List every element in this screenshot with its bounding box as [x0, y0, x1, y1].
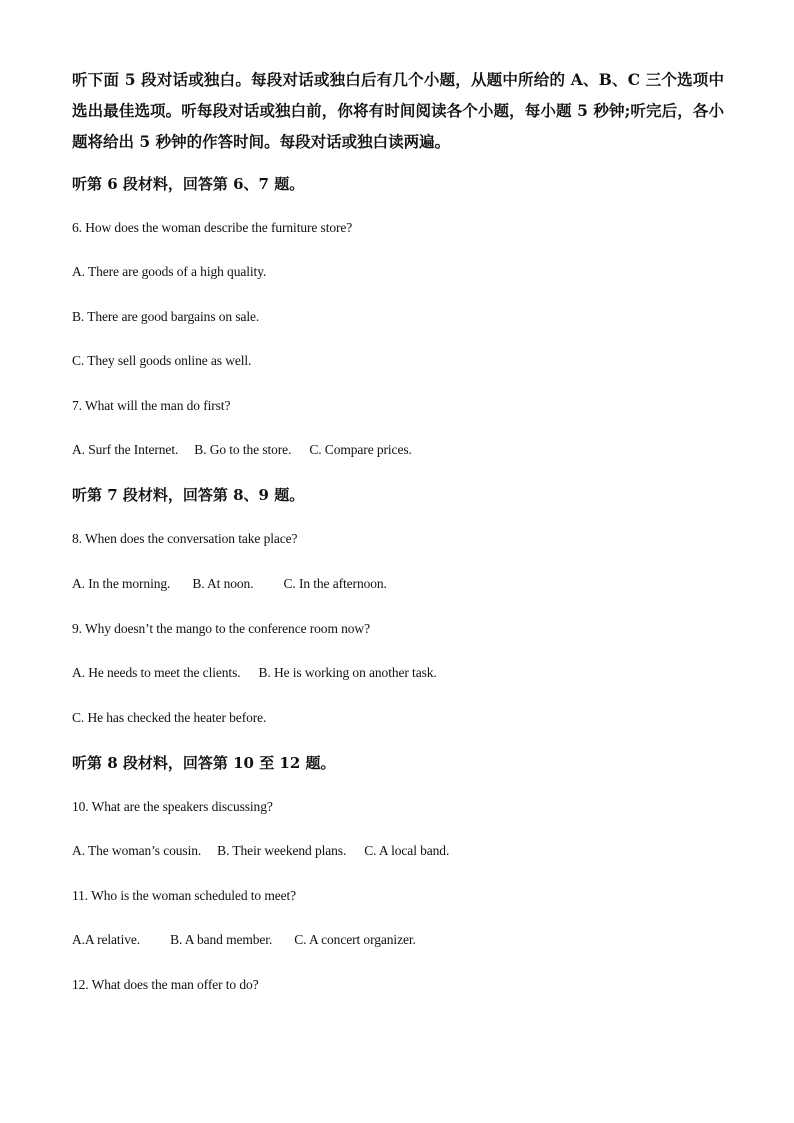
section-heading-6: 听第 6 段材料，回答第 6、7 题。	[72, 175, 305, 193]
instructions-paragraph: 听下面 5 段对话或独白。每段对话或独白后有几个小题，从题中所给的 A、B、C 三个选项中选出最佳选项。听每段对话或独白前，你将有时间阅读各个小题，每小题 5 秒钟;听完后，各小题将给出 5 秒钟的作答时间。每段对话或独白读两遍。	[72, 70, 724, 151]
question-6-option-c: C. They sell goods online as well.	[72, 353, 252, 368]
question-7-option-c: C. Compare prices.	[309, 442, 412, 457]
question-9-options-ab	[72, 663, 437, 683]
question-9-option-c: C. He has checked the heater before.	[72, 710, 267, 725]
question-10-option-b: B. Their weekend plans.	[217, 843, 347, 858]
question-11-option-a: A.A relative.	[72, 932, 141, 947]
question-11-options	[72, 930, 416, 950]
question-7-option-b: B. Go to the store.	[194, 442, 292, 457]
question-7-option-a: A. Surf the Internet.	[72, 442, 179, 457]
question-8-option-c: C. In the afternoon.	[283, 576, 387, 591]
question-7: 7. What will the man do first?	[72, 398, 231, 413]
question-10-options	[72, 841, 449, 861]
question-8-options	[72, 574, 387, 594]
question-8: 8. When does the conversation take place?	[72, 531, 298, 546]
section-heading-7: 听第 7 段材料，回答第 8、9 题。	[72, 486, 305, 504]
question-10-option-c: C. A local band.	[364, 843, 450, 858]
question-8-option-a: A. In the morning.	[72, 576, 171, 591]
question-11-option-b: B. A band member.	[170, 932, 273, 947]
question-12: 12. What does the man offer to do?	[72, 977, 259, 992]
question-9-option-a: A. He needs to meet the clients.	[72, 665, 241, 680]
question-9: 9. Why doesn’t the mango to the conference room now?	[72, 621, 370, 636]
question-7-options	[72, 440, 412, 460]
question-11-option-c: C. A concert organizer.	[294, 932, 416, 947]
question-6-option-a: A. There are goods of a high quality.	[72, 264, 267, 279]
question-11: 11. Who is the woman scheduled to meet?	[72, 888, 297, 903]
question-6: 6. How does the woman describe the furniture store?	[72, 220, 353, 235]
question-6-option-b: B. There are good bargains on sale.	[72, 309, 260, 324]
question-8-option-b: B. At noon.	[192, 576, 254, 591]
question-10: 10. What are the speakers discussing?	[72, 799, 273, 814]
question-10-option-a: A. The woman’s cousin.	[72, 843, 202, 858]
section-heading-8: 听第 8 段材料，回答第 10 至 12 题。	[72, 754, 336, 772]
question-9-option-b: B. He is working on another task.	[258, 665, 437, 680]
